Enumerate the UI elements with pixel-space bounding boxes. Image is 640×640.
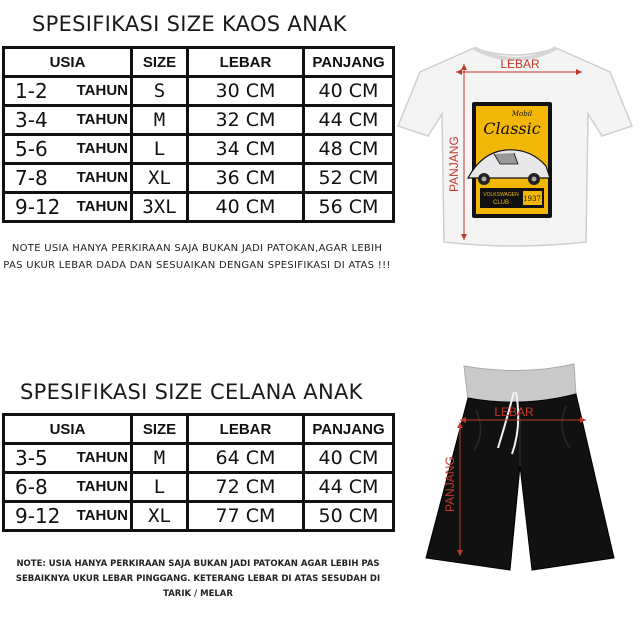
usia-cell: [4, 193, 132, 222]
celana-note: NOTE: USIA HANYA PERKIRAAN SAJA BUKAN JADI PATOKAN AGAR LEBIH PAS SEBAIKNYA UKUR LEBAR PINGGANG. KETERANG LEBAR DI ATAS SESUDAH DI TARIK / MELAR: [15, 559, 381, 599]
table-row: [4, 106, 394, 135]
kaos-title: SPESIFIKASI SIZE KAOS ANAK: [32, 12, 347, 36]
header-usia: USIA: [4, 48, 132, 77]
panjang-value: 40 CM: [304, 77, 394, 106]
size-value: L: [132, 135, 188, 164]
size-value: M: [132, 106, 188, 135]
age-value: 6-8: [15, 475, 48, 499]
size-value: S: [132, 77, 188, 106]
usia-cell: [4, 77, 132, 106]
tshirt-image: [396, 42, 634, 252]
print-small-text: Mobil: [511, 110, 533, 118]
age-unit: TAHUN: [76, 111, 128, 128]
lebar-value: 30 CM: [188, 77, 304, 106]
shorts-image: [418, 362, 624, 574]
age-value: 3-4: [15, 108, 48, 132]
usia-cell: [4, 502, 132, 531]
usia-cell: [4, 135, 132, 164]
usia-cell: [4, 444, 132, 473]
celana-size-table: [2, 413, 395, 532]
size-value: L: [132, 473, 188, 502]
lebar-label: LEBAR: [494, 405, 534, 419]
print-club-top: VOLKSWAGEN: [483, 192, 519, 198]
age-unit: TAHUN: [76, 478, 128, 495]
print-club-bottom: CLUB: [492, 200, 510, 206]
age-unit: TAHUN: [76, 449, 128, 466]
age-value: 3-5: [15, 446, 48, 470]
lebar-value: 72 CM: [188, 473, 304, 502]
header-panjang: PANJANG: [304, 48, 394, 77]
panjang-value: 50 CM: [304, 502, 394, 531]
lebar-value: 34 CM: [188, 135, 304, 164]
lebar-label: LEBAR: [500, 57, 540, 71]
lebar-value: 64 CM: [188, 444, 304, 473]
size-value: XL: [132, 502, 188, 531]
panjang-label: PANJANG: [443, 456, 457, 512]
header-usia: USIA: [4, 415, 132, 444]
usia-cell: [4, 106, 132, 135]
size-value: 3XL: [132, 193, 188, 222]
panjang-value: 44 CM: [304, 473, 394, 502]
age-unit: TAHUN: [76, 198, 128, 215]
kaos-size-table: [2, 46, 395, 223]
lebar-value: 32 CM: [188, 106, 304, 135]
header-size: SIZE: [132, 48, 188, 77]
age-unit: TAHUN: [76, 507, 128, 524]
panjang-label: PANJANG: [447, 136, 461, 192]
size-value: XL: [132, 164, 188, 193]
table-row: [4, 77, 394, 106]
table-row: [4, 444, 394, 473]
panjang-value: 48 CM: [304, 135, 394, 164]
table-header-row: [4, 415, 394, 444]
size-value: M: [132, 444, 188, 473]
age-unit: TAHUN: [76, 82, 128, 99]
table-row: [4, 135, 394, 164]
lebar-value: 40 CM: [188, 193, 304, 222]
header-size: SIZE: [132, 415, 188, 444]
age-value: 9-12: [15, 504, 61, 528]
age-value: 9-12: [15, 195, 61, 219]
age-value: 5-6: [15, 137, 48, 161]
table-header-row: [4, 48, 394, 77]
age-unit: TAHUN: [76, 169, 128, 186]
header-lebar: LEBAR: [188, 415, 304, 444]
table-row: [4, 164, 394, 193]
age-value: 7-8: [15, 166, 48, 190]
shirt-print: [468, 102, 552, 218]
usia-cell: [4, 473, 132, 502]
age-value: 1-2: [15, 79, 48, 103]
table-row: [4, 502, 394, 531]
celana-title: SPESIFIKASI SIZE CELANA ANAK: [20, 380, 363, 404]
panjang-value: 52 CM: [304, 164, 394, 193]
header-panjang: PANJANG: [304, 415, 394, 444]
usia-cell: [4, 164, 132, 193]
kaos-note: NOTE USIA HANYA PERKIRAAN SAJA BUKAN JADI PATOKAN,AGAR LEBIH PAS UKUR LEBAR DADA DAN SESUAIKAN DENGAN SPESIFIKASI DI ATAS !!!: [3, 243, 391, 271]
table-row: [4, 473, 394, 502]
lebar-value: 36 CM: [188, 164, 304, 193]
panjang-value: 56 CM: [304, 193, 394, 222]
panjang-value: 44 CM: [304, 106, 394, 135]
print-year: 1937: [523, 195, 541, 203]
print-script-text: Classic: [483, 119, 541, 138]
panjang-value: 40 CM: [304, 444, 394, 473]
table-row: [4, 193, 394, 222]
age-unit: TAHUN: [76, 140, 128, 157]
header-lebar: LEBAR: [188, 48, 304, 77]
lebar-value: 77 CM: [188, 502, 304, 531]
